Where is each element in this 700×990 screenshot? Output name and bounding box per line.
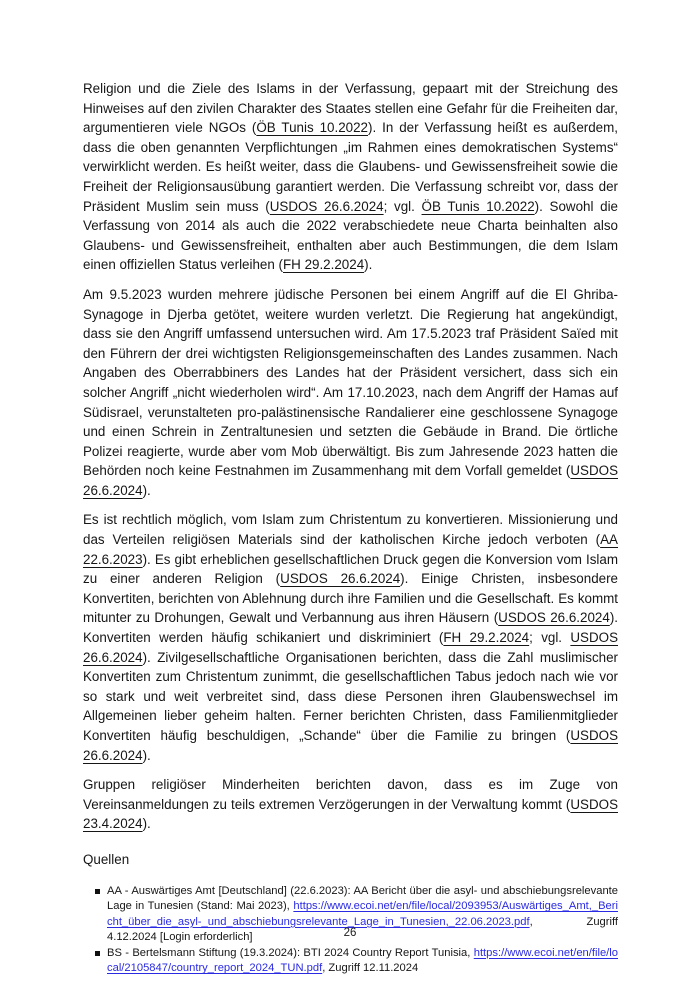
reference-link[interactable]: USDOS 26.6.2024 — [280, 571, 401, 587]
bullet-square-icon — [95, 889, 100, 894]
source-item — [83, 946, 618, 977]
page-content — [83, 79, 618, 977]
source-text: AA - Auswärtiges Amt [Deutschland] (22.6.2023): AA Bericht über die asyl- und abschiebungsrelevante Lage in Tunesien (Stand: Mai 2023), https://www.ecoi.net/en/file/local/2093953/Auswärtiges_Amt,_Bericht_über_die_asyl-_und_abschiebungsrelevante_Lage_in_Tunesien,_22.06.2023.pdf, Zugriff 4.12.2024 [Login erforderlich] — [107, 884, 618, 944]
bullet-square-icon — [95, 951, 100, 956]
reference-link[interactable]: ÖB Tunis 10.2022 — [421, 198, 535, 214]
body-paragraph: Es ist rechtlich möglich, vom Islam zum Christentum zu konvertieren. Missionierung und das Verteilen religiösen Materials sind der katholischen Kirche jedoch verboten (AA 22.6.2023). Es gibt erheblichen gesellschaftlichen Druck gegen die Konversion vom Islam zu einer anderen Religion (USDOS 26.6.2024). Einige Christen, insbesondere Konvertiten, berichten von Ablehnung durch ihre Familien und die Gesellschaft. Es kommt mitunter zu Drohungen, Gewalt und Verbannung aus ihren Häusern (USDOS 26.6.2024). Konvertiten werden häufig schikaniert und diskriminiert (FH 29.2.2024; vgl. USDOS 26.6.2024). Zivilgesellschaftliche Organisationen berichten, dass die Zahl muslimischer Konvertiten zum Christentum zunimmt, die gesellschaftlichen Tabus jedoch nach wie vor so stark und weit verbreitet sind, dass diese Personen ihren Glaubenswechsel im Allgemeinen lieber geheim halten. Ferner berichten Christen, dass Familienmitglieder Konvertiten häufig beschuldigen, „Schande“ über die Familie zu bringen (USDOS 26.6.2024). — [83, 512, 618, 763]
page-number: 26 — [343, 927, 357, 939]
reference-link[interactable]: ÖB Tunis 10.2022 — [256, 120, 368, 136]
reference-link[interactable]: USDOS 26.6.2024 — [83, 463, 618, 498]
body-paragraph: Religion und die Ziele des Islams in der Verfassung, gepaart mit der Streichung des Hinweises auf den zivilen Charakter des Staates stellen eine Gefahr für die Freiheiten dar, argumentieren viele NGOs (ÖB Tunis 10.2022). In der Verfassung heißt es außerdem, dass die oben genannten Verpflichtungen „im Rahmen eines demokratischen Systems“ verwirklicht werden. Es heißt weiter, dass die Glaubens- und Gewissensfreiheit sowie die Freiheit der Religionsausübung garantiert werden. Die Verfassung schreibt vor, dass der Präsident Muslim sein muss (USDOS 26.6.2024; vgl. ÖB Tunis 10.2022). Sowohl die Verfassung von 2014 als auch die 2022 verabschiedete neue Charta beinhalten also Glaubens- und Gewissensfreiheit, enthalten aber auch Bestimmungen, die dem Islam einen offiziellen Status verleihen (FH 29.2.2024). — [83, 81, 618, 273]
reference-link[interactable]: AA 22.6.2023 — [83, 532, 618, 567]
reference-link[interactable]: USDOS 26.6.2024 — [498, 610, 610, 626]
source-url-link[interactable]: https://www.ecoi.net/en/file/local/2105847/country_report_2024_TUN.pdf — [107, 946, 618, 975]
body-text — [83, 79, 618, 834]
sources-heading: Quellen — [83, 851, 130, 867]
reference-link[interactable]: FH 29.2.2024 — [443, 630, 530, 646]
body-paragraph: Am 9.5.2023 wurden mehrere jüdische Personen bei einem Angriff auf die El Ghriba-Synagoge in Djerba getötet, weitere wurden verletzt. Die Regierung hat angekündigt, dass sie den Angriff umfassend untersuchen wird. Am 17.5.2023 traf Präsident Saïed mit den Führern der drei wichtigsten Religionsgemeinschaften des Landes zusammen. Nach Angaben des Oberrabbiners des Landes hat der Präsident versichert, dass sich ein solcher Angriff „nicht wiederholen wird“. Am 17.10.2023, nach dem Angriff der Hamas auf Südisrael, verunstalteten pro-palästinensische Randalierer eine geschlossene Synagoge und einen Schrein in Zentraltunesien und setzten die Gebäude in Brand. Die örtliche Polizei reagierte, wurde aber vom Mob überwältigt. Bis zum Jahresende 2023 hatten die Behörden noch keine Festnahmen im Zusammenhang mit dem Vorfall gemeldet (USDOS 26.6.2024). — [83, 286, 618, 498]
reference-link[interactable]: USDOS 26.6.2024 — [83, 630, 618, 665]
reference-link[interactable]: USDOS 26.6.2024 — [269, 198, 384, 214]
reference-link[interactable]: USDOS 26.6.2024 — [83, 728, 618, 763]
reference-link[interactable]: USDOS 23.4.2024 — [83, 796, 618, 832]
source-text: BS - Bertelsmann Stiftung (19.3.2024): BTI 2024 Country Report Tunisia, https://www.ecoi.net/en/file/local/2105847/country_report_2024_TUN.pdf, Zugriff 12.11.2024 — [107, 946, 618, 975]
reference-link[interactable]: FH 29.2.2024 — [283, 257, 365, 273]
source-url-link[interactable]: https://www.ecoi.net/en/file/local/2093953/Auswärtiges_Amt,_Bericht_über_die_asyl-_und_abschiebungsrelevante_Lage_in_Tunesien,_22.06.2023.pdf — [107, 900, 618, 928]
body-paragraph: Gruppen religiöser Minderheiten berichten davon, dass es im Zuge von Vereinsanmeldungen zu teils extremen Verzögerungen in der Verwaltung kommt (USDOS 23.4.2024). — [83, 777, 618, 832]
